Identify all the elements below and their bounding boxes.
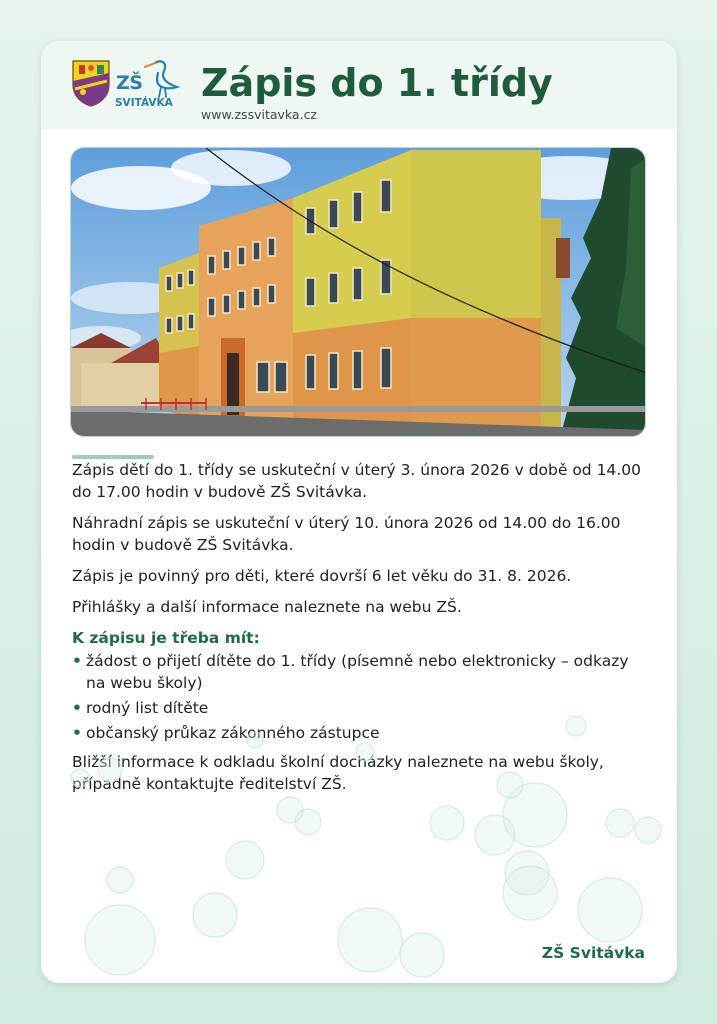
logo-school-name: SVITÁVKA — [115, 97, 173, 109]
coat-of-arms-icon — [71, 59, 111, 107]
paragraph-substitute-date: Náhradní zápis se uskuteční v úterý 10. února 2026 od 14.00 do 16.00 hodin v budově ZŠ Svitávka. — [72, 514, 621, 554]
paragraph-date: Zápis dětí do 1. třídy se uskuteční v úterý 3. února 2026 v době od 14.00 do 17.00 hodin v budově ZŠ Svitávka. — [72, 461, 641, 501]
paragraph-obligation: Zápis je povinný pro děti, které dovrší 6 let věku do 31. 8. 2026. — [72, 567, 572, 585]
website-link[interactable]: www.zssvitavka.cz — [201, 107, 317, 122]
school-logo — [71, 59, 181, 111]
paragraph-more-info: Bližší informace k odkladu školní docházky naleznete na webu školy, případně kontaktujte ředitelství ZŠ. — [72, 753, 604, 793]
requirements-heading: K zápisu je třeba mít: — [72, 629, 260, 647]
stork-icon — [137, 59, 181, 99]
content-body — [72, 459, 652, 804]
page-title: Zápis do 1. třídy — [201, 61, 553, 105]
paragraph-applications: Přihlášky a další informace naleznete na webu ZŠ. — [72, 598, 462, 616]
poster-card — [41, 41, 677, 983]
header — [41, 41, 677, 129]
list-item: • rodný list dítěte — [72, 697, 652, 719]
logo-zs-text: ZŠ — [116, 72, 143, 94]
list-item: • občanský průkaz zákonného zástupce — [72, 722, 652, 744]
footer-signature: ZŠ Svitávka — [541, 944, 645, 962]
requirements-list — [72, 650, 652, 744]
school-building-photo — [70, 147, 646, 437]
list-item: • žádost o přijetí dítěte do 1. třídy (písemně nebo elektronicky – odkazy na webu školy) — [72, 650, 652, 694]
